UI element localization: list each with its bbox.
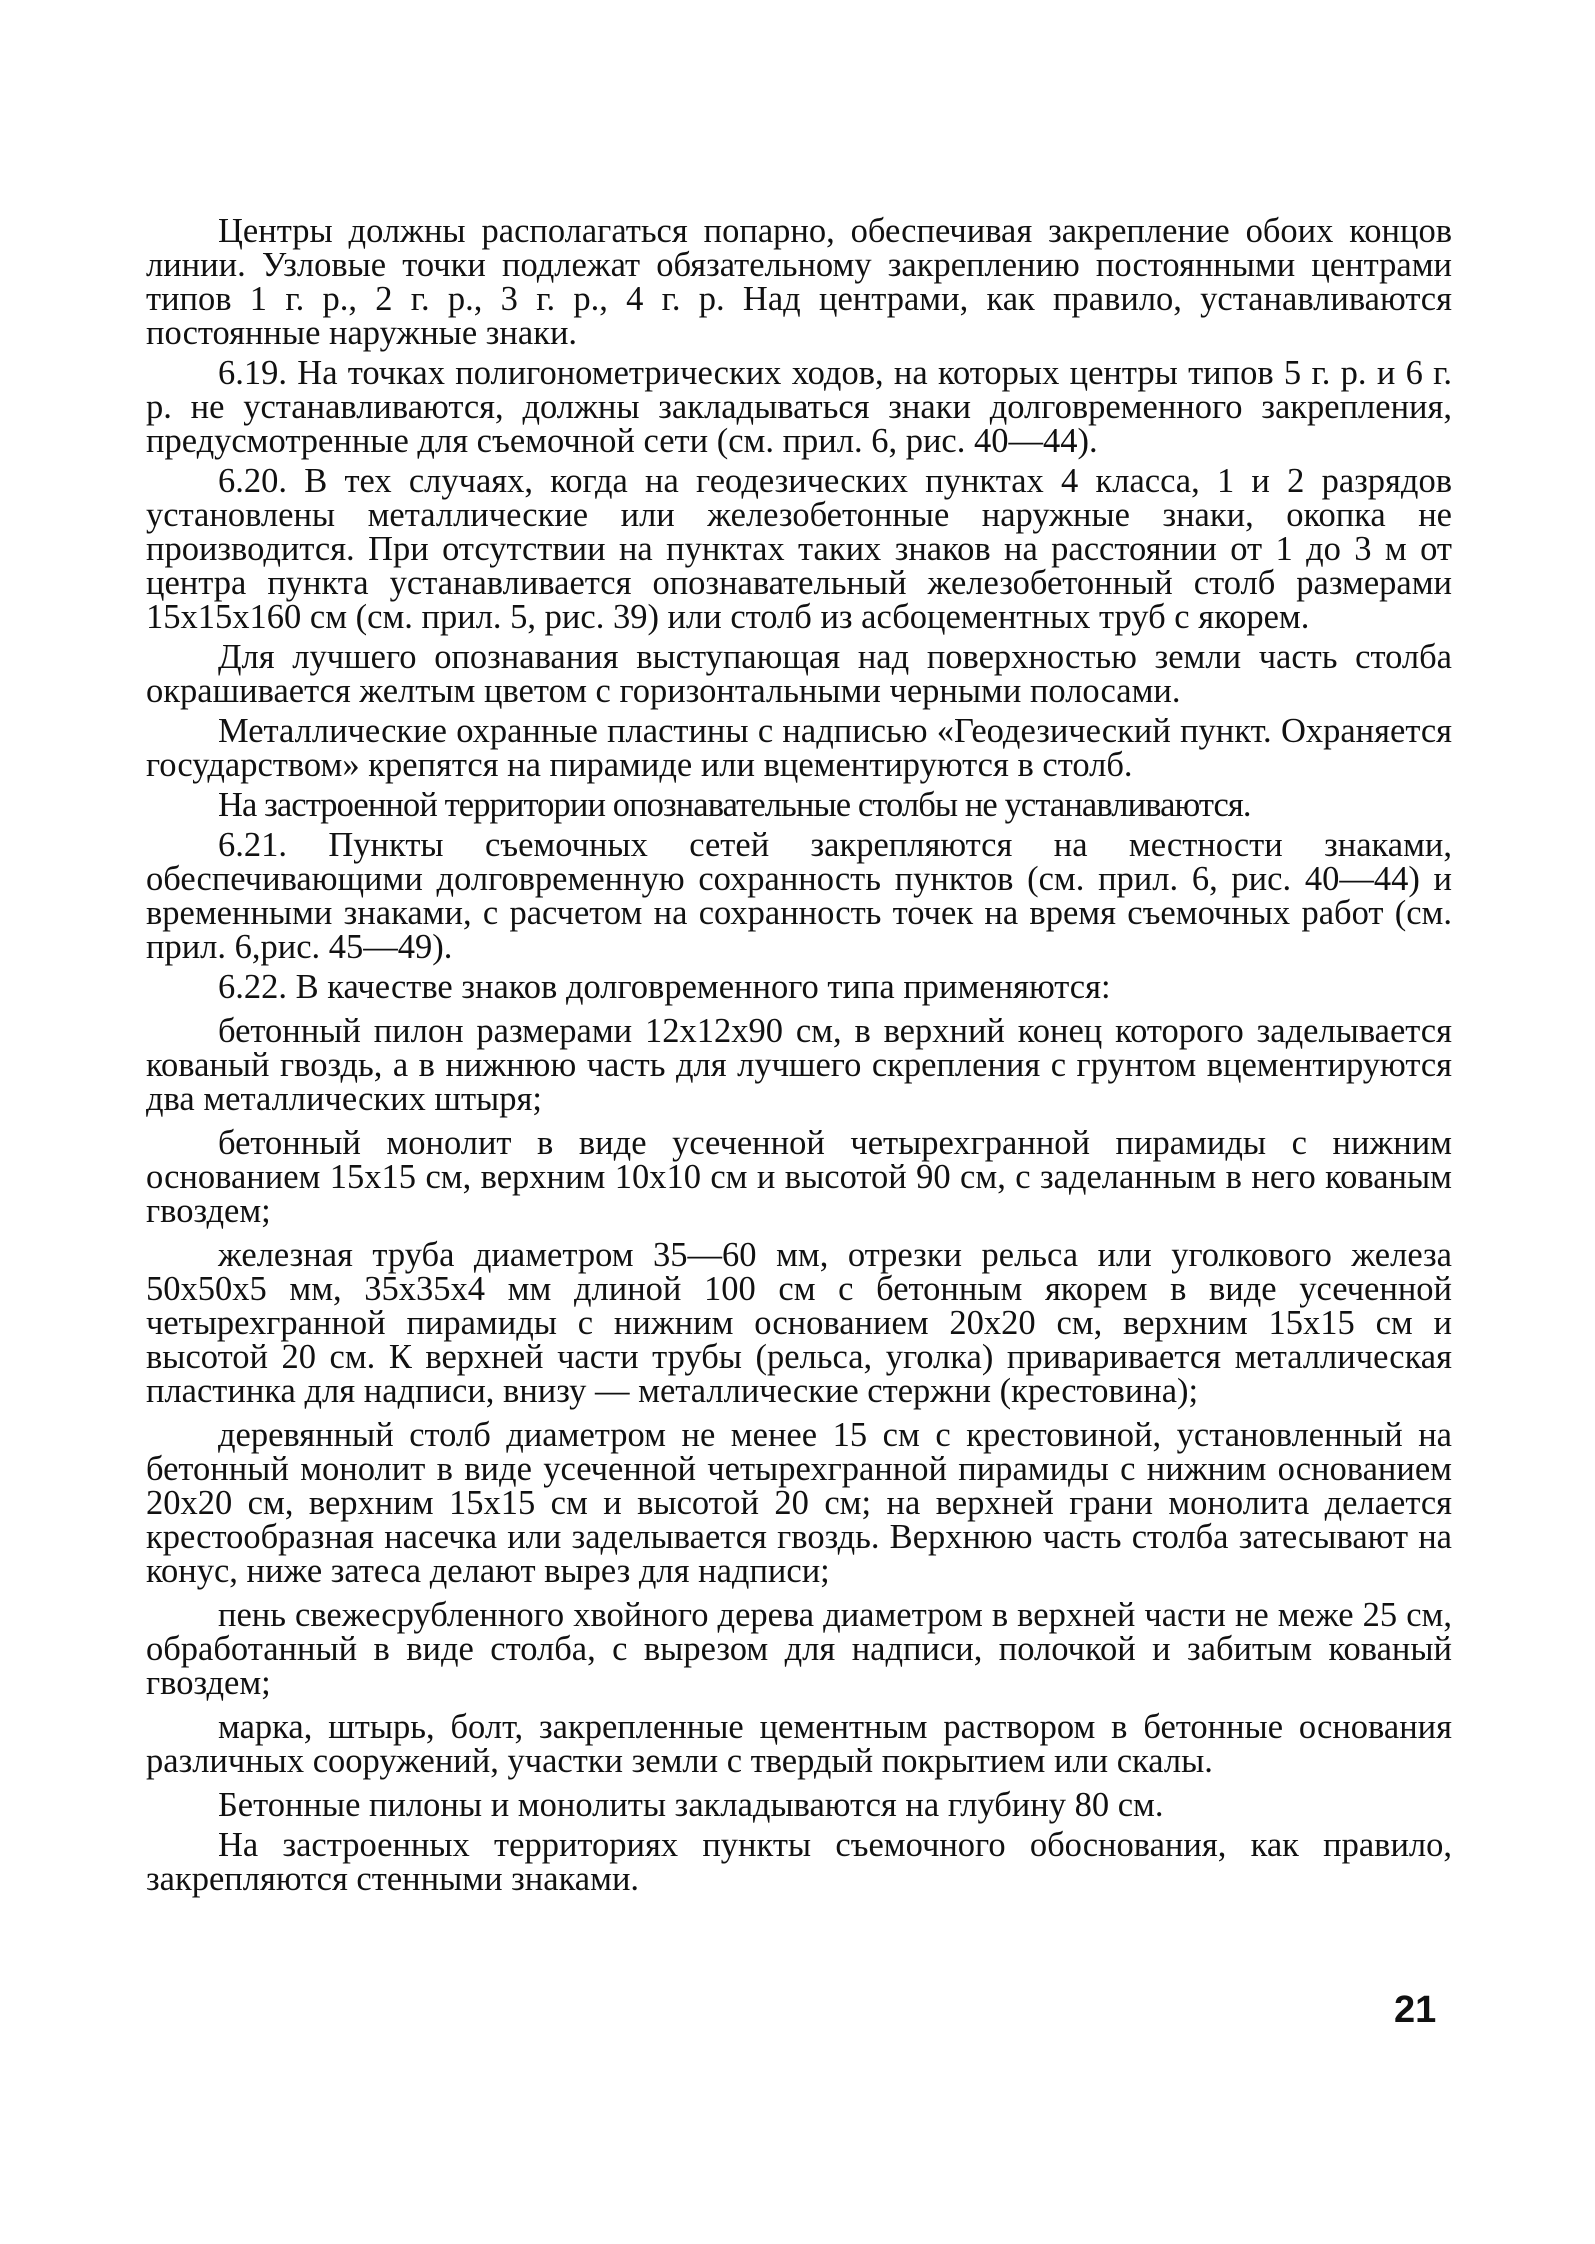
page-number: 21 (1394, 1989, 1437, 2031)
paragraph-6-19: 6.19. На точках полигонометрических ходов, на которых центры типов 5 г. р. и 6 г. р. не устанавливаются, должны закладываться знаки долговременного закрепления, предусмотренные для съемочной сети (см. прил. 6, рис. 40—44). (146, 354, 1452, 460)
list-item-concrete-monolith: бетонный монолит в виде усеченной четырехгранной пирамиды с нижним основанием 15х15 см, верхним 10х10 см и высотой 90 см, с заделанным в него кованым гвоздем; (146, 1124, 1452, 1230)
paragraph-built-up-territory: На застроенной территории опознавательные столбы не устанавливаются. (218, 786, 1251, 824)
list-item-marker-bolt: марка, штырь, болт, закрепленные цементным раствором в бетонные основания различных сооружений, участки земли с твердый покрытием или скалы. (146, 1708, 1452, 1780)
list-item-tree-stump: пень свежесрубленного хвойного дерева диаметром в верхней части не меже 25 см, обработанный в виде столба, с вырезом для надписи, полочкой и забитым кованый гвоздем; (146, 1596, 1452, 1702)
list-item-concrete-pylon: бетонный пилон размерами 12х12х90 см, в верхний конец которого заделывается кованый гвоздь, а в нижнюю часть для лучшего скрепления с грунтом вцементируются два металлических штыря; (146, 1012, 1452, 1118)
list-item-iron-pipe: железная труба диаметром 35—60 мм, отрезки рельса или уголкового железа 50х50х5 мм, 35х35х4 мм длиной 100 см с бетонным якорем в виде усеченной четырехгранной пирамиды с нижним основанием 20х20 см, верхним 15х15 см и высотой 20 см. К верхней части трубы (рельса, уголка) приваривается металлическая пластинка для надписи, внизу — металлические стержни (крестовина); (146, 1236, 1452, 1410)
paragraph-centers: Центры должны располагаться попарно, обеспечивая закрепление обоих концов линии. Узловые точки подлежат обязательному закреплению постоянными центрами типов 1 г. р., 2 г. р., 3 г. р., 4 г. р. Над центрами, как правило, устанавливаются постоянные наружные знаки. (146, 212, 1452, 352)
paragraph-6-21: 6.21. Пункты съемочных сетей закрепляются на местности знаками, обеспечивающими долговременную сохранность пунктов (см. прил. 6, рис. 40—44) и временными знаками, с расчетом на сохранность точек на время съемочных работ (см. прил. 6,рис. 45—49). (146, 826, 1452, 966)
paragraph-wall-marks: На застроенных территориях пункты съемочного обоснования, как правило, закрепляются стенными знаками. (146, 1826, 1452, 1898)
body-text (146, 214, 1452, 1902)
list-item-wooden-post: деревянный столб диаметром не менее 15 см с крестовиной, установленный на бетонный монолит в виде усеченной четырехгранной пирамиды с нижним основанием 20х20 см, верхним 15х15 см и высотой 20 см; на верхней грани монолита делается крестообразная насечка или заделывается гвоздь. Верхнюю часть столба затесывают на конус, ниже затеса делают вырез для надписи; (146, 1416, 1452, 1590)
paragraph-depth: Бетонные пилоны и монолиты закладываются на глубину 80 см. (218, 1786, 1164, 1824)
paragraph-protective-plates: Металлические охранные пластины с надписью «Геодезический пункт. Охраняется государством» крепятся на пирамиде или вцементируются в столб. (146, 712, 1452, 784)
paragraph-6-20: 6.20. В тех случаях, когда на геодезических пунктах 4 класса, 1 и 2 разрядов установлены металлические или железобетонные наружные знаки, окопка не производится. При отсутствии на пунктах таких знаков на расстоянии от 1 до 3 м от центра пункта устанавливается опознавательный железобетонный столб размерами 15х15х160 см (см. прил. 5, рис. 39) или столб из асбоцементных труб с якорем. (146, 462, 1452, 636)
paragraph-6-22: 6.22. В качестве знаков долговременного типа применяются: (218, 968, 1111, 1006)
paragraph-identification: Для лучшего опознавания выступающая над поверхностью земли часть столба окрашивается желтым цветом с горизонтальными черными полосами. (146, 638, 1452, 710)
